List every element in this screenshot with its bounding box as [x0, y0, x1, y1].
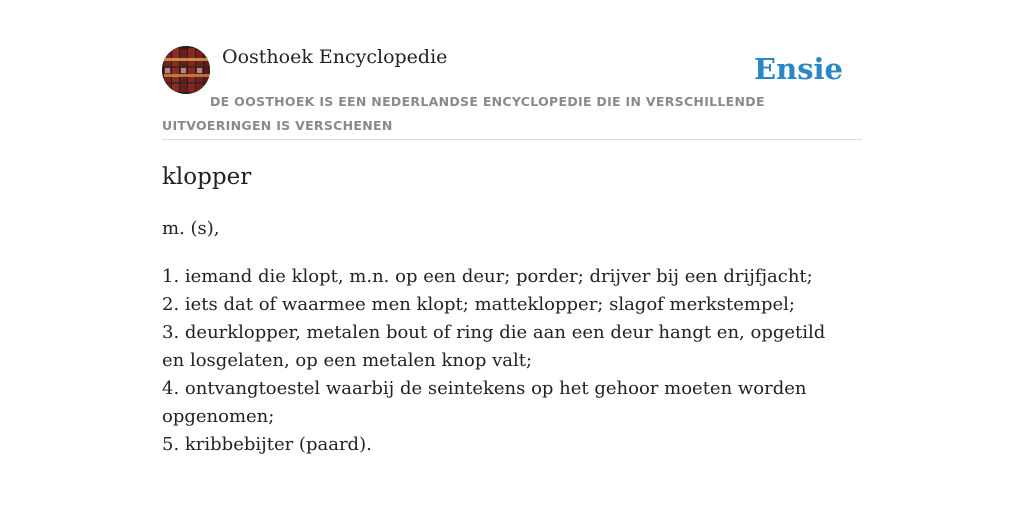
definition-list [162, 263, 842, 459]
definition-item: 4. ontvangtoestel waarbij de seintekens op het gehoor moeten worden opgenomen; [162, 378, 807, 427]
entry-grammar: m. (s), [162, 218, 220, 239]
source-description: DE OOSTHOEK IS EEN NEDERLANDSE ENCYCLOPEDIE DIE IN VERSCHILLENDE UITVOERINGEN IS VERSCHENEN [162, 94, 765, 133]
source-name[interactable]: Oosthoek Encyclopedie [222, 46, 448, 68]
definition-item: 1. iemand die klopt, m.n. op een deur; porder; drijver bij een drijfjacht; [162, 266, 813, 287]
definition-item: 2. iets dat of waarmee men klopt; matteklopper; slagof merkstempel; [162, 294, 795, 315]
source-avatar[interactable] [162, 46, 210, 94]
entry-term: klopper [162, 164, 252, 190]
definition-item: 3. deurklopper, metalen bout of ring die aan een deur hangt en, opgetild en losgelaten, op een metalen knop valt; [162, 322, 826, 371]
header-divider [162, 139, 862, 140]
definition-item: 5. kribbebijter (paard). [162, 434, 372, 455]
book-spines-icon [162, 46, 210, 94]
brand-logo[interactable]: Ensie [754, 52, 843, 86]
